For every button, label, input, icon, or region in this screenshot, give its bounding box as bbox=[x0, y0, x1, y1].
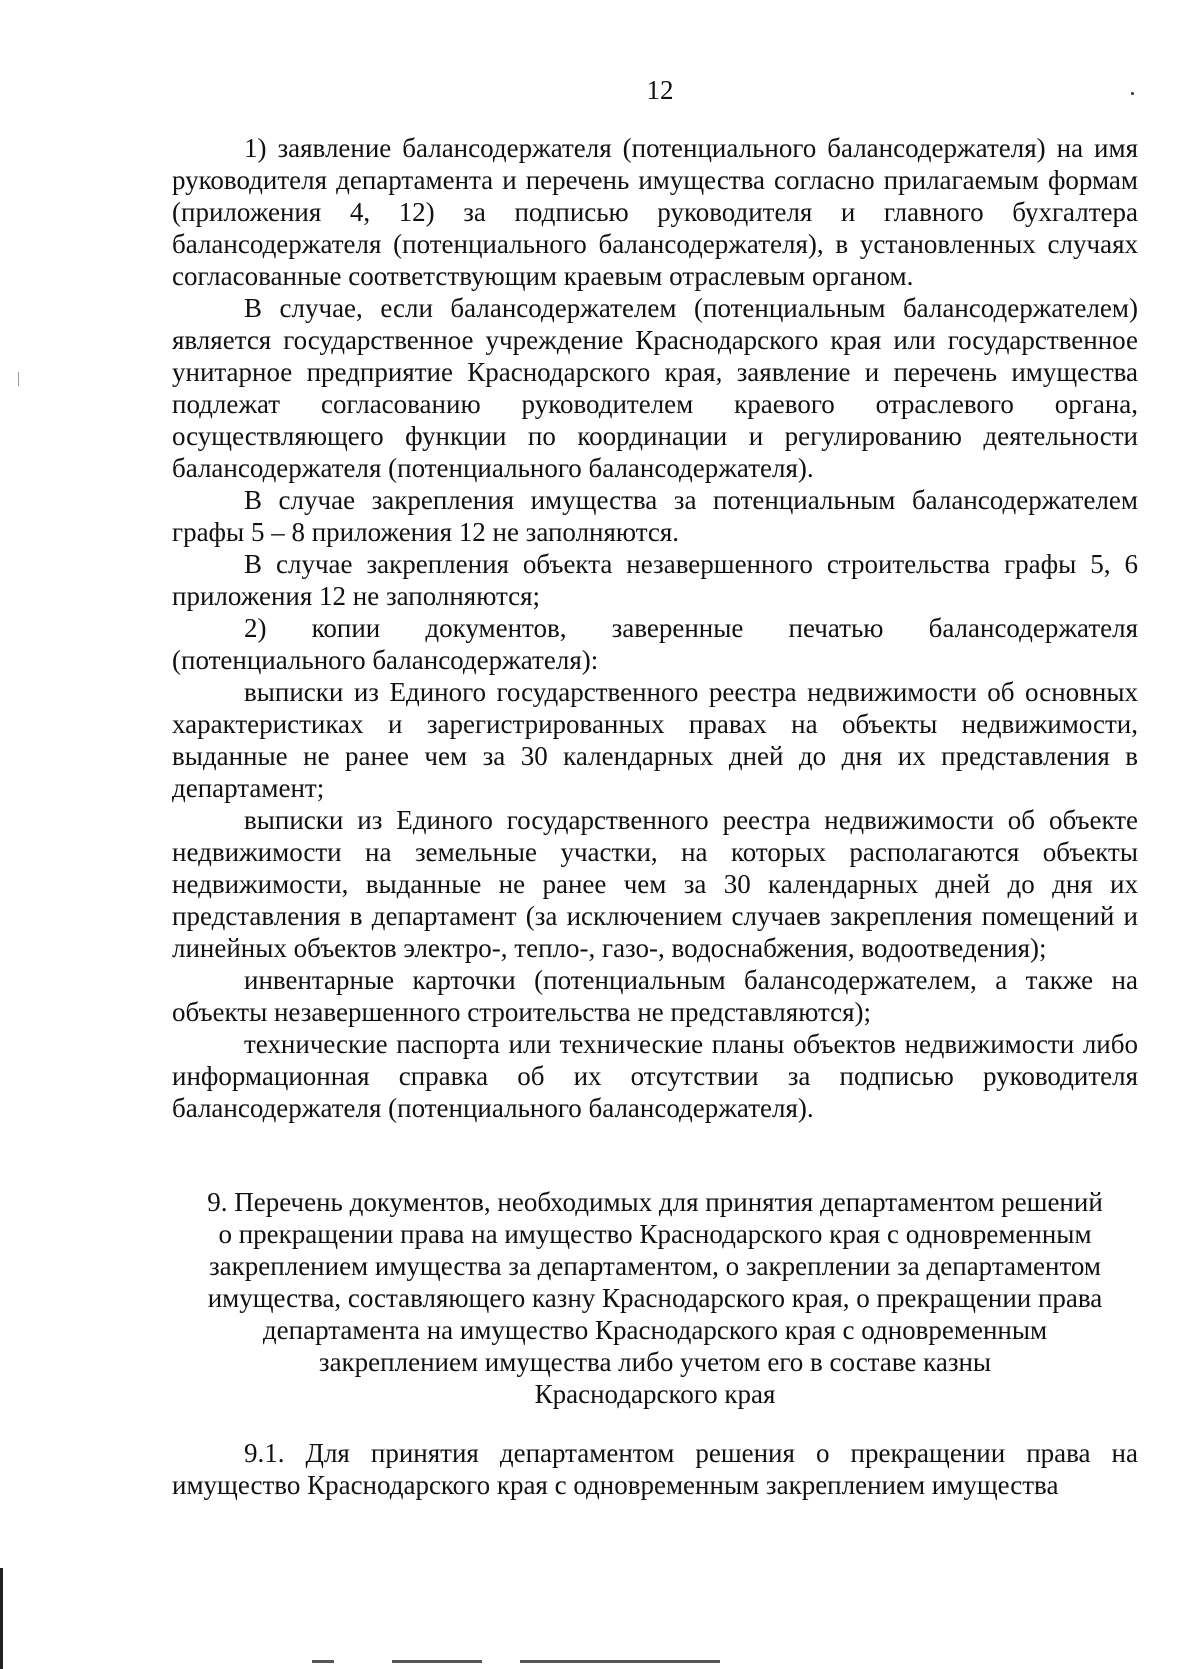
paragraph-9-1: 9.1. Для принятия департаментом решения о прекращении права на имущество Краснодарского края с одновременным закреплением имущества bbox=[172, 1438, 1138, 1500]
section-heading-line: закреплением имущества за департаментом, о закреплении за департаментом bbox=[209, 1251, 1101, 1281]
body-text bbox=[172, 132, 1138, 1124]
scan-bottom-smudge bbox=[392, 1660, 482, 1663]
section-heading-line: имущества, составляющего казну Краснодарского края, о прекращении права bbox=[207, 1283, 1103, 1313]
paragraph-registry-extracts: выписки из Единого государственного реестра недвижимости об основных характеристиках и зарегистрированных правах на объекты недвижимости, выданные не ранее чем за 30 календарных дней до дня их представления в департамент; bbox=[172, 677, 1138, 803]
scan-edge-tick bbox=[18, 372, 19, 386]
paragraph-land-plot-extracts: выписки из Единого государственного реестра недвижимости об объекте недвижимости на земельные участки, на которых располагаются объекты недвижимости, выданные не ранее чем за 30 календарных дней до дня их представления в департамент (за исключением случаев закрепления помещений и линейных объектов электро-, тепло-, газо-, водоснабжения, водоотведения); bbox=[172, 805, 1138, 963]
paragraph-unfinished-construction: В случае закрепления объекта незавершенного строительства графы 5, 6 приложения 12 не заполняются; bbox=[172, 549, 1138, 611]
scan-speck bbox=[1131, 92, 1134, 95]
page-number: 12 bbox=[646, 75, 674, 105]
paragraph-state-institution: В случае, если балансодержателем (потенциальным балансодержателем) является государственное учреждение Краснодарского края или государственное унитарное предприятие Краснодарского края, заявление и перечень имущества подлежат согласованию руководителем краевого отраслевого органа, осуществляющего функции по координации и регулированию деятельности балансодержателя (потенциального балансодержателя). bbox=[172, 293, 1138, 483]
section-heading-line: о прекращении права на имущество Краснодарского края с одновременным bbox=[218, 1219, 1092, 1249]
paragraph-technical-passports: технические паспорта или технические планы объектов недвижимости либо информационная справка об их отсутствии за подписью руководителя балансодержателя (потенциального балансодержателя). bbox=[172, 1029, 1138, 1123]
paragraph-inventory-cards: инвентарные карточки (потенциальным балансодержателем, а также на объекты незавершенного строительства не представляются); bbox=[172, 965, 1138, 1027]
scan-edge-mark bbox=[0, 1568, 3, 1669]
scan-bottom-smudge bbox=[312, 1660, 334, 1663]
section-heading-line: Краснодарского края bbox=[534, 1379, 776, 1409]
section-heading-line: 9. Перечень документов, необходимых для принятия департаментом решений bbox=[207, 1187, 1103, 1217]
paragraph-document-copies: 2) копии документов, заверенные печатью балансодержателя (потенциального балансодержателя): bbox=[172, 613, 1138, 675]
scan-bottom-smudge bbox=[520, 1660, 720, 1663]
section-heading bbox=[172, 1186, 1138, 1410]
tail-text bbox=[172, 1437, 1138, 1501]
paragraph-potential-holder: В случае закрепления имущества за потенциальным балансодержателем графы 5 – 8 приложения 12 не заполняются. bbox=[172, 485, 1138, 547]
section-heading-line: закреплением имущества либо учетом его в составе казны bbox=[318, 1347, 992, 1377]
section-heading-line: департамента на имущество Краснодарского края с одновременным bbox=[262, 1315, 1048, 1345]
paragraph-application: 1) заявление балансодержателя (потенциального балансодержателя) на имя руководителя департамента и перечень имущества согласно прилагаемым формам (приложения 4, 12) за подписью руководителя и главного бухгалтера балансодержателя (потенциального балансодержателя), в установленных случаях согласованные соответствующим краевым отраслевым органом. bbox=[172, 133, 1138, 291]
